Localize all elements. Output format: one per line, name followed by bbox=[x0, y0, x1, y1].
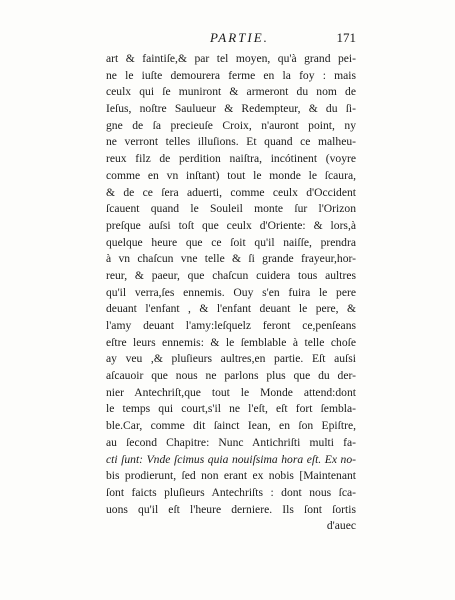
text-line: art & faintiſe,& par tel moyen, qu'à grand pei- bbox=[106, 52, 356, 65]
running-title: PARTIE. bbox=[210, 30, 269, 45]
text-line: ſcauent quand le Souleil monte ſur l'Orizon bbox=[106, 202, 356, 216]
text-line: ay veu ,& pluſieurs aultres,en partie. Eſt auſsi bbox=[106, 352, 356, 366]
text-line: comme en vn inſtant) tout le monde le ſcaura, bbox=[106, 168, 356, 182]
page-header bbox=[106, 30, 356, 50]
text-line: preſque auſsi toſt que ceulx d'Oriente: & lors,à bbox=[106, 218, 356, 232]
text-line: Ieſus, noſtre Saulueur & Redempteur, & du ſi- bbox=[106, 102, 356, 116]
body-text bbox=[106, 51, 356, 535]
text-line: deuant l'enfant , & l'enfant deuant le pere, & bbox=[106, 302, 356, 316]
text-line: & de ce ſera aduerti, comme ceulx d'Occident bbox=[106, 185, 356, 199]
text-line: ne le iuſte demourera ferme en la foy : mais bbox=[106, 68, 356, 82]
text-line: reur, & paeur, que chaſcun cuidera tous aultres bbox=[106, 268, 356, 282]
text-line: au ſecond Chapitre: Nunc Antichriſti multi fa- bbox=[106, 435, 356, 449]
text-line: uons qu'il eſt l'heure derniere. Ils ſont ſortis bbox=[106, 502, 356, 516]
text-line: quelque heure que ce ſoit qu'il naiſſe, prendra bbox=[106, 235, 356, 249]
latin-quote-line: cti ſunt: Vnde ſcimus quia nouiſsima hora eſt. Ex no- bbox=[106, 452, 356, 466]
text-line: qu'il verra,ſes ennemis. Ouy s'en fuira le pere bbox=[106, 285, 356, 299]
page-number: 171 bbox=[336, 30, 356, 45]
text-line: ceulx qui ſe muniront & armeront du nom de bbox=[106, 85, 356, 99]
text-line: le temps qui court,s'il ne l'eſt, eſt fort ſembla- bbox=[106, 402, 356, 416]
text-line: reux filz de perdition naiſtra, incótinent (voyre bbox=[106, 152, 356, 166]
text-line: l'amy deuant l'amy:leſquelz feront ce,penſeans bbox=[106, 319, 356, 332]
text-line: bis prodierunt, ſed non erant ex nobis [Maintenant bbox=[106, 469, 356, 483]
text-line: aſcauoir que nous ne parlons plus que du der- bbox=[106, 369, 356, 383]
text-line: nier Antechriſt,que tout le Monde attend:dont bbox=[106, 385, 356, 399]
text-line: ne verront telles illuſions. Et quand ce malheu- bbox=[106, 135, 356, 149]
text-line: gne de ſa precieuſe Croix, n'auront point, ny bbox=[106, 118, 356, 132]
text-line: ſont faicts pluſieurs Antechriſts : dont nous ſca- bbox=[106, 485, 356, 499]
text-line: ble.Car, comme dit ſainct Iean, en ſon Epiſtre, bbox=[106, 419, 356, 433]
catchword: d'auec bbox=[326, 519, 356, 533]
text-line: à vn chaſcun vne telle & ſi grande frayeur,hor- bbox=[106, 252, 356, 266]
text-line: eſtre leurs ennemis: & le ſemblable à telle choſe bbox=[106, 335, 356, 349]
